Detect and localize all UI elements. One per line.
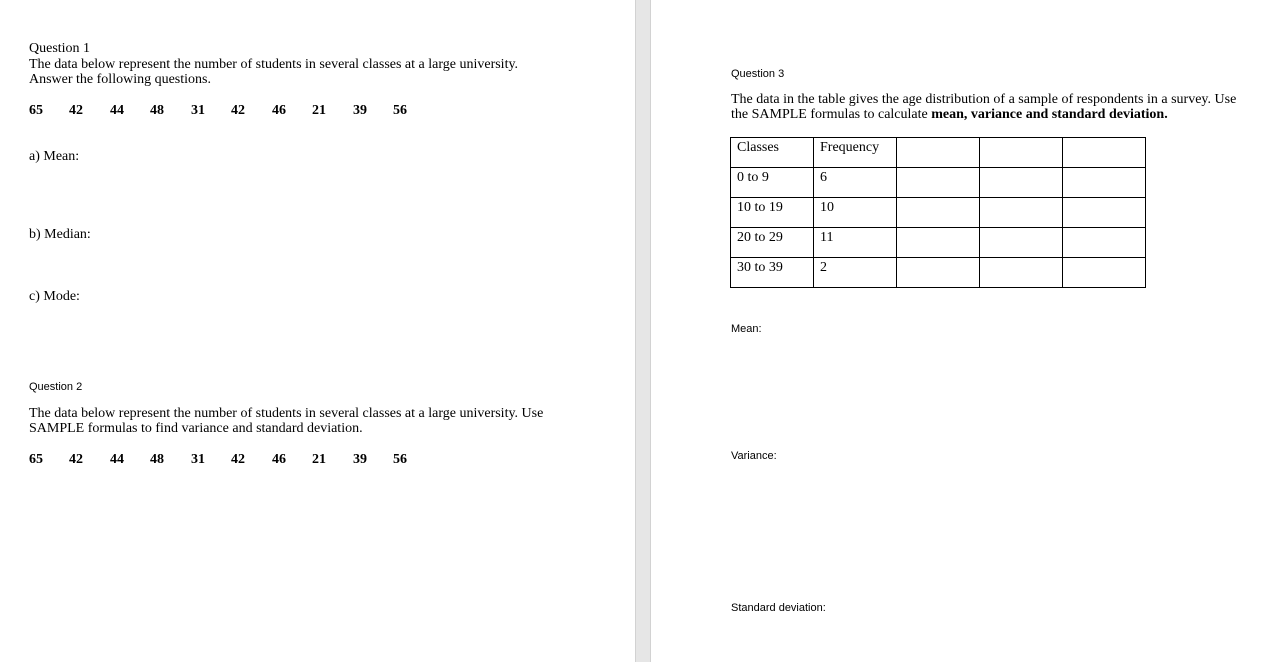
q3-text: [731, 92, 1251, 122]
table-cell: 0 to 9: [731, 168, 814, 198]
table-cell: [897, 168, 980, 198]
q2-number: 31: [191, 452, 205, 467]
q1-text: The data below represent the number of students in several classes at a large university. Answer the following questions.: [29, 57, 519, 87]
q2-number: 48: [150, 452, 164, 467]
table-row: [731, 258, 1146, 288]
q2-number: 39: [353, 452, 367, 467]
q3-text-normal: The data in the table gives the age distribution of a sample of respondents in a survey. Use the SAMPLE formulas to calculate: [731, 92, 1237, 122]
q1-number: 39: [353, 103, 367, 118]
table-cell: [1063, 258, 1146, 288]
q1-number: 48: [150, 103, 164, 118]
table-row: [731, 168, 1146, 198]
q2-number: 65: [29, 452, 43, 467]
table-cell: 2: [814, 258, 897, 288]
q1-median-label: b) Median:: [29, 227, 91, 242]
table-row: [731, 198, 1146, 228]
table-cell: 10 to 19: [731, 198, 814, 228]
q3-text-bold: mean, variance and standard deviation.: [931, 107, 1168, 122]
table-cell: 11: [814, 228, 897, 258]
table-header-cell: Frequency: [814, 138, 897, 168]
table-cell: [1063, 228, 1146, 258]
q2-number: 46: [272, 452, 286, 467]
table-cell: [980, 228, 1063, 258]
q2-number: 56: [393, 452, 407, 467]
q2-number: 21: [312, 452, 326, 467]
table-header-row: [731, 138, 1146, 168]
q1-heading: Question 1: [29, 41, 91, 56]
frequency-table: [730, 137, 1146, 288]
table-cell: [1063, 198, 1146, 228]
q2-number: 44: [110, 452, 124, 467]
q3-sd-label: Standard deviation:: [731, 602, 826, 614]
table-cell: 10: [814, 198, 897, 228]
q2-number: 42: [231, 452, 245, 467]
table-cell: [1063, 168, 1146, 198]
q2-text: The data below represent the number of students in several classes at a large university. Use SAMPLE formulas to find variance and standard deviation.: [29, 406, 544, 436]
q2-heading: Question 2: [29, 381, 83, 393]
table-header-cell: [897, 138, 980, 168]
q3-variance-label: Variance:: [731, 450, 777, 462]
q1-number: 42: [69, 103, 83, 118]
table-cell: [897, 228, 980, 258]
q1-number: 42: [231, 103, 245, 118]
table-cell: [897, 198, 980, 228]
q2-numbers: [29, 452, 449, 468]
table-cell: 20 to 29: [731, 228, 814, 258]
table-row: [731, 228, 1146, 258]
table-header-cell: [980, 138, 1063, 168]
q3-heading: Question 3: [731, 68, 785, 80]
q1-number: 21: [312, 103, 326, 118]
table-cell: 6: [814, 168, 897, 198]
q1-numbers: [29, 103, 449, 119]
q3-mean-label: Mean:: [731, 323, 762, 335]
q1-number: 44: [110, 103, 124, 118]
table-header-cell: Classes: [731, 138, 814, 168]
table-cell: [980, 198, 1063, 228]
q1-number: 65: [29, 103, 43, 118]
left-page: [0, 0, 635, 662]
table-cell: [980, 168, 1063, 198]
table-cell: [980, 258, 1063, 288]
table-cell: [897, 258, 980, 288]
q1-mode-label: c) Mode:: [29, 289, 80, 304]
q1-number: 46: [272, 103, 286, 118]
q1-number: 56: [393, 103, 407, 118]
q1-number: 31: [191, 103, 205, 118]
table-cell: 30 to 39: [731, 258, 814, 288]
page-gutter: [635, 0, 651, 662]
table-header-cell: [1063, 138, 1146, 168]
q2-number: 42: [69, 452, 83, 467]
q1-mean-label: a) Mean:: [29, 149, 80, 164]
